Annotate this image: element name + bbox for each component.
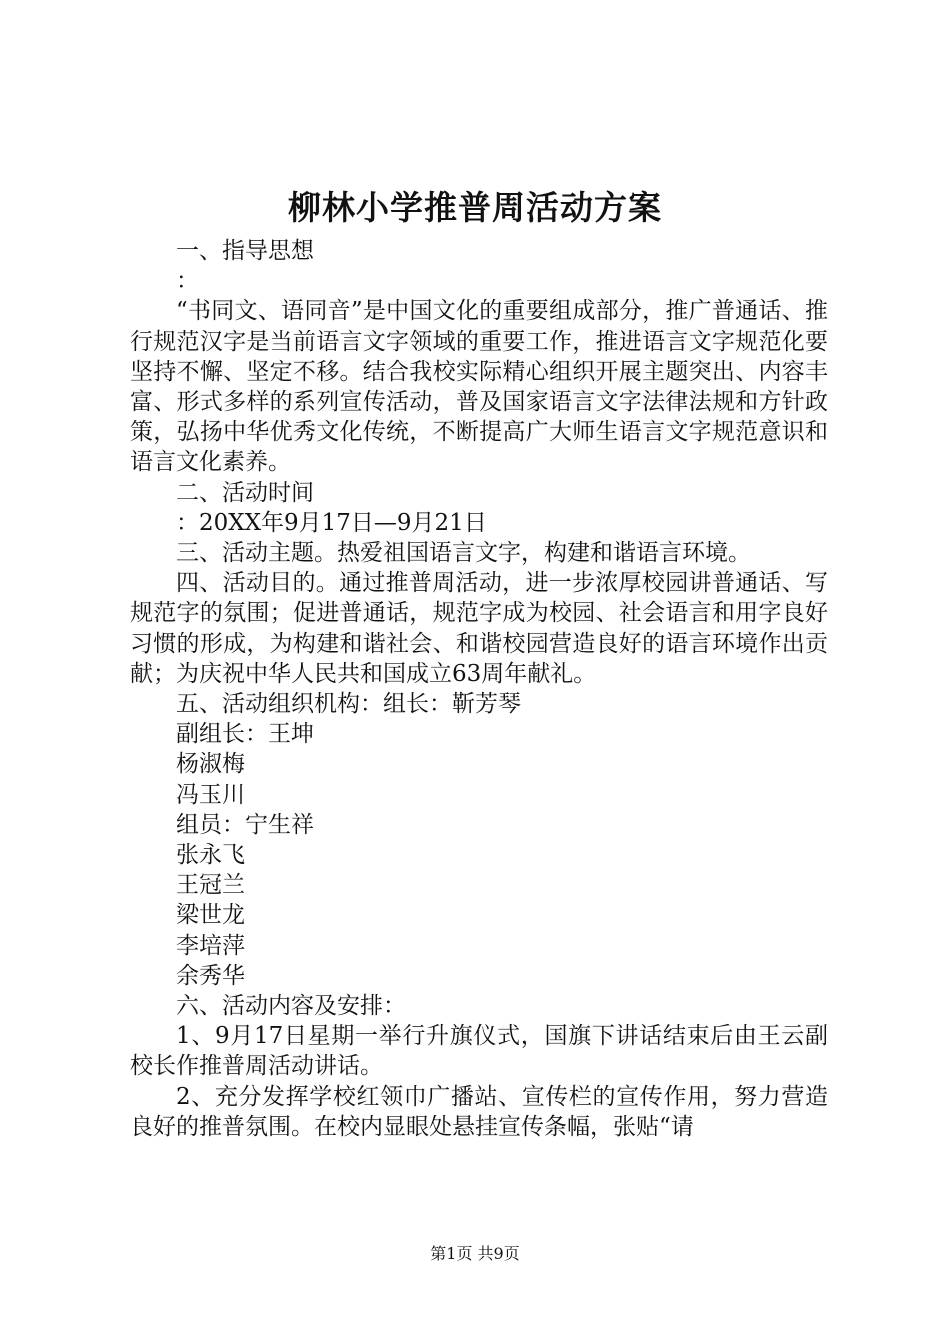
document-title: 柳林小学推普周活动方案 <box>288 188 662 227</box>
section-1-colon: ： <box>176 268 199 295</box>
org-member-line: 王冠兰 <box>176 872 245 899</box>
org-member-line: 张永飞 <box>176 842 245 869</box>
org-member-line: 冯玉川 <box>176 781 245 808</box>
org-member-line: 组员：宁生祥 <box>176 811 314 838</box>
section-5-heading: 五、活动组织机构：组长：靳芳琴 <box>176 691 521 718</box>
org-member-line: 杨淑梅 <box>176 751 245 778</box>
org-member-line: 梁世龙 <box>176 902 245 929</box>
section-2-time: ：20XX年9月17日—9月21日 <box>176 509 487 536</box>
section-2-heading: 二、活动时间 <box>176 479 314 506</box>
section-6-item-2: 2、充分发挥学校红领巾广播站、宣传栏的宣传作用，努力营造良好的推普氛围。在校内显眼处悬挂宣传条幅，张贴“请 <box>130 1083 828 1140</box>
section-6-item-1: 1、9月17日星期一举行升旗仪式，国旗下讲话结束后由王云副校长作推普周活动讲话。 <box>130 1023 828 1080</box>
org-member-line: 余秀华 <box>176 962 245 989</box>
document-body <box>130 236 828 1142</box>
section-3-theme: 三、活动主题。热爱祖国语言文字，构建和谐语言环境。 <box>176 540 751 567</box>
page-footer: 第1页 共9页 <box>430 1244 520 1263</box>
section-6-heading: 六、活动内容及安排： <box>176 993 406 1020</box>
org-member-line: 李培萍 <box>176 932 245 959</box>
section-1-heading: 一、指导思想 <box>176 238 314 264</box>
section-1-body: “书同文、语同音”是中国文化的重要组成部分，推广普通话、推行规范汉字是当前语言文字领域的重要工作，推进语言文字规范化要坚持不懈、坚定不移。结合我校实际精心组织开展主题突出、内容丰富、形式多样的系列宣传活动，普及国家语言文字法律法规和方针政策，弘扬中华优秀文化传统，不断提高广大师生语言文字规范意识和语言文化素养。 <box>130 298 828 476</box>
section-4-purpose: 四、活动目的。通过推普周活动，进一步浓厚校园讲普通话、写规范字的氛围；促进普通话，规范字成为校园、社会语言和用字良好习惯的形成，为构建和谐社会、和谐校园营造良好的语言环境作出贡献；为庆祝中华人民共和国成立63周年献礼。 <box>130 570 828 687</box>
org-member-line: 副组长：王坤 <box>176 721 314 748</box>
